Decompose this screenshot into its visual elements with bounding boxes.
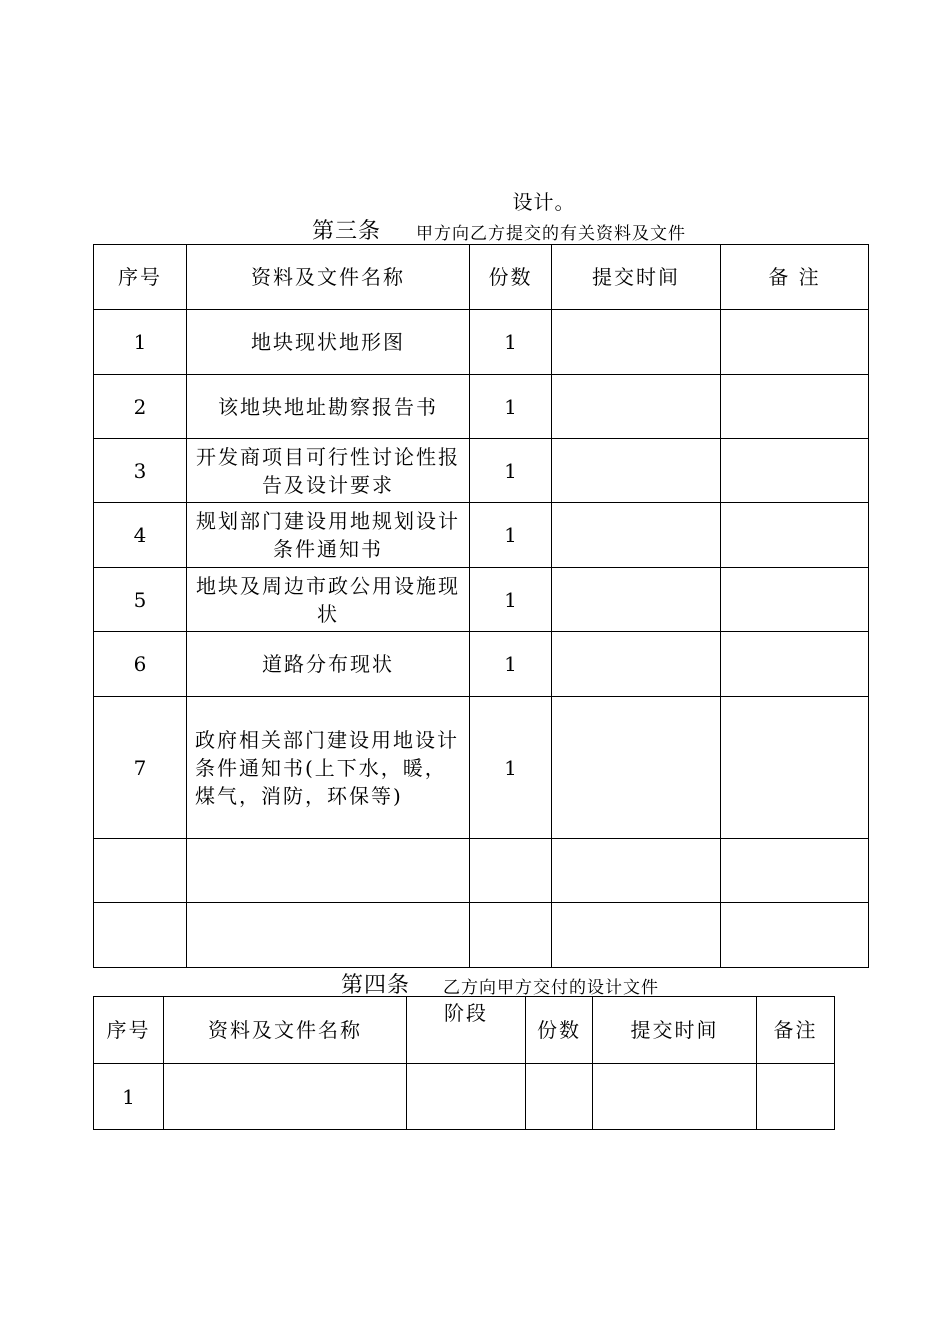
row-number: 5 xyxy=(94,568,187,632)
row-number xyxy=(94,839,187,903)
article3-heading xyxy=(0,214,950,244)
row-copies: 1 xyxy=(470,439,552,503)
row-time xyxy=(552,697,721,839)
table-row xyxy=(94,568,869,632)
table-row xyxy=(94,439,869,503)
row-name xyxy=(187,839,470,903)
row-note xyxy=(721,632,869,697)
header-cell: 阶段 xyxy=(407,997,526,1064)
row-copies: 1 xyxy=(470,632,552,697)
article4-table xyxy=(93,996,835,1130)
header-cell: 资料及文件名称 xyxy=(187,245,470,310)
table-row xyxy=(94,632,869,697)
row-time xyxy=(552,839,721,903)
header-cell: 提交时间 xyxy=(552,245,721,310)
article3-table xyxy=(93,244,869,968)
row-note xyxy=(721,375,869,439)
header-cell: 份数 xyxy=(470,245,552,310)
row-note xyxy=(721,439,869,503)
row-copies xyxy=(526,1064,593,1130)
article4-heading xyxy=(0,968,950,998)
row-time xyxy=(552,632,721,697)
row-time xyxy=(593,1064,757,1130)
row-note xyxy=(721,568,869,632)
table-header-row xyxy=(94,997,835,1064)
table-header-row xyxy=(94,245,869,310)
row-copies: 1 xyxy=(470,375,552,439)
table-row xyxy=(94,903,869,968)
row-name: 政府相关部门建设用地设计条件通知书(上下水，暖，煤气，消防，环保等) xyxy=(187,697,470,839)
row-time xyxy=(552,439,721,503)
row-number: 2 xyxy=(94,375,187,439)
table-row xyxy=(94,310,869,375)
row-time xyxy=(552,503,721,568)
row-name xyxy=(164,1064,407,1130)
header-cell: 提交时间 xyxy=(593,997,757,1064)
row-time xyxy=(552,310,721,375)
header-cell: 序号 xyxy=(94,997,164,1064)
table-row xyxy=(94,375,869,439)
row-number: 6 xyxy=(94,632,187,697)
header-cell: 资料及文件名称 xyxy=(164,997,407,1064)
row-number: 1 xyxy=(94,310,187,375)
row-note xyxy=(721,839,869,903)
row-copies: 1 xyxy=(470,310,552,375)
table-row xyxy=(94,1064,835,1130)
row-number xyxy=(94,903,187,968)
row-time xyxy=(552,375,721,439)
row-name: 道路分布现状 xyxy=(187,632,470,697)
article3-number: 第三条 xyxy=(312,219,382,244)
article4-title: 乙方向甲方交付的设计文件 xyxy=(443,978,659,998)
row-note xyxy=(721,903,869,968)
row-note xyxy=(757,1064,835,1130)
row-name: 开发商项目可行性讨论性报告及设计要求 xyxy=(187,439,470,503)
table-row xyxy=(94,697,869,839)
row-name: 地块及周边市政公用设施现状 xyxy=(187,568,470,632)
row-copies: 1 xyxy=(470,503,552,568)
row-stage xyxy=(407,1064,526,1130)
table-row xyxy=(94,839,869,903)
row-copies xyxy=(470,839,552,903)
header-cell: 备 注 xyxy=(721,245,869,310)
row-note xyxy=(721,503,869,568)
row-time xyxy=(552,903,721,968)
row-time xyxy=(552,568,721,632)
header-cell: 序号 xyxy=(94,245,187,310)
row-note xyxy=(721,697,869,839)
row-copies: 1 xyxy=(470,697,552,839)
row-number: 3 xyxy=(94,439,187,503)
row-name: 该地块地址勘察报告书 xyxy=(187,375,470,439)
row-copies: 1 xyxy=(470,568,552,632)
row-copies xyxy=(470,903,552,968)
table-row xyxy=(94,503,869,568)
article3-title: 甲方向乙方提交的有关资料及文件 xyxy=(416,224,686,244)
row-number: 1 xyxy=(94,1064,164,1130)
row-name xyxy=(187,903,470,968)
row-name: 地块现状地形图 xyxy=(187,310,470,375)
header-cell: 备注 xyxy=(757,997,835,1064)
row-number: 4 xyxy=(94,503,187,568)
row-note xyxy=(721,310,869,375)
row-number: 7 xyxy=(94,697,187,839)
intro-line: 设计。 xyxy=(512,190,576,214)
row-name: 规划部门建设用地规划设计条件通知书 xyxy=(187,503,470,568)
article4-number: 第四条 xyxy=(341,973,411,998)
header-cell: 份数 xyxy=(526,997,593,1064)
